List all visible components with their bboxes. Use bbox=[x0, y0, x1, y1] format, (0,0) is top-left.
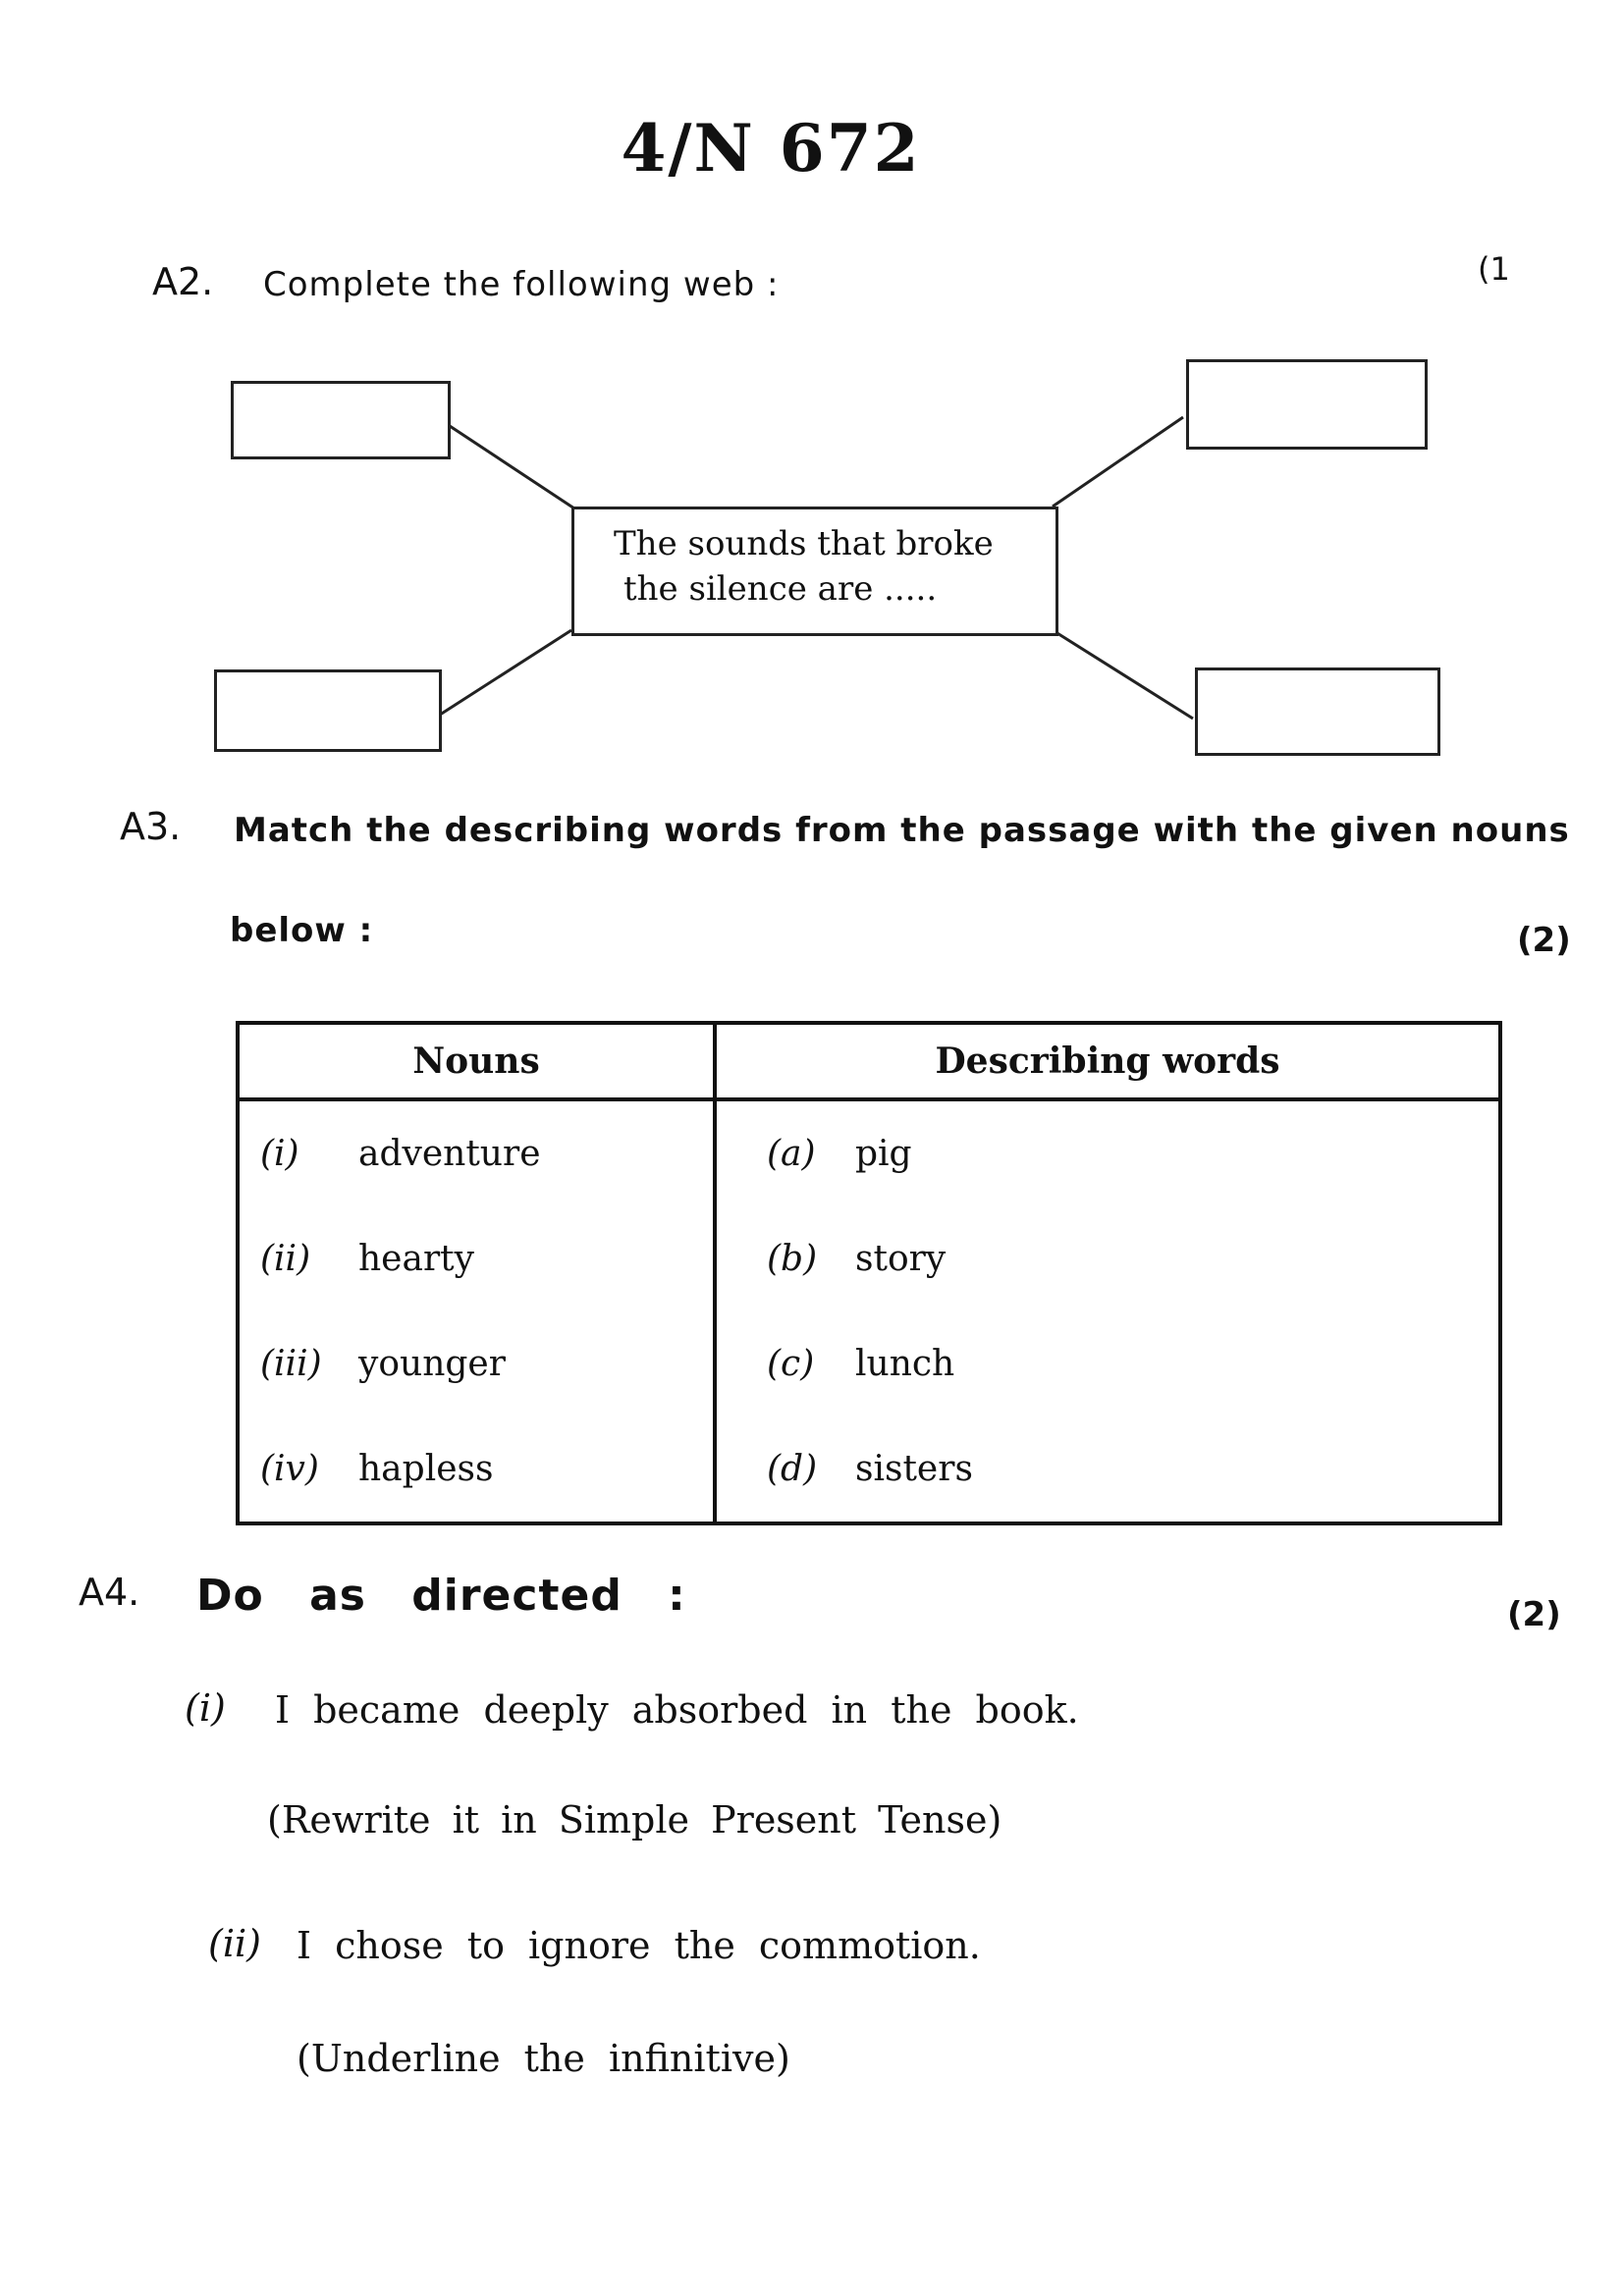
word-label: (b) bbox=[767, 1239, 818, 1279]
a4-instruction: Do as directed : bbox=[196, 1571, 686, 1621]
web-center-line2: the silence are ..... bbox=[623, 569, 938, 609]
a2-number: A2. bbox=[152, 260, 214, 303]
word-text: story bbox=[855, 1239, 947, 1279]
web-center-box bbox=[571, 507, 1058, 636]
noun-text: hapless bbox=[358, 1449, 494, 1489]
corner-mark: (1 bbox=[1478, 250, 1510, 288]
header-describing-words: Describing words bbox=[715, 1023, 1500, 1099]
a2-instruction: Complete the following web : bbox=[263, 265, 780, 304]
web-center-line1: The sounds that broke bbox=[614, 524, 994, 563]
noun-number: (ii) bbox=[260, 1239, 311, 1279]
web-blank-box-bottom-left[interactable] bbox=[214, 669, 442, 752]
a3-instruction-line2: below : bbox=[230, 911, 374, 950]
noun-text: younger bbox=[358, 1344, 506, 1384]
a4-number: A4. bbox=[79, 1571, 140, 1614]
word-label: (c) bbox=[767, 1344, 815, 1384]
a4-item1-direction: (Rewrite it in Simple Present Tense) bbox=[267, 1798, 1002, 1842]
word-label: (a) bbox=[767, 1134, 816, 1174]
noun-number: (iii) bbox=[260, 1344, 322, 1384]
a3-marks: (2) bbox=[1517, 921, 1571, 960]
noun-number: (iv) bbox=[260, 1449, 319, 1489]
web-blank-box-bottom-right[interactable] bbox=[1195, 667, 1440, 756]
a3-instruction-line1: Match the describing words from the passage with the given nouns bbox=[234, 811, 1570, 850]
web-blank-box-top-right[interactable] bbox=[1186, 359, 1428, 450]
a4-item2-sentence: I chose to ignore the commotion. bbox=[297, 1924, 981, 1967]
noun-text: hearty bbox=[358, 1239, 474, 1279]
web-blank-box-top-left[interactable] bbox=[231, 381, 451, 459]
a3-number: A3. bbox=[120, 805, 182, 848]
word-text: lunch bbox=[855, 1344, 955, 1384]
word-label: (d) bbox=[767, 1449, 818, 1489]
word-text: sisters bbox=[855, 1449, 973, 1489]
a4-item1-sentence: I became deeply absorbed in the book. bbox=[275, 1688, 1079, 1732]
word-text: pig bbox=[855, 1134, 912, 1174]
a4-marks: (2) bbox=[1507, 1595, 1561, 1634]
table-row bbox=[238, 1206, 1500, 1311]
matching-table bbox=[236, 1021, 1502, 1525]
a4-item2-number: (ii) bbox=[208, 1922, 261, 1965]
table-row bbox=[238, 1099, 1500, 1206]
noun-text: adventure bbox=[358, 1134, 541, 1174]
table-row bbox=[238, 1311, 1500, 1416]
header-nouns: Nouns bbox=[238, 1023, 715, 1099]
noun-number: (i) bbox=[260, 1134, 299, 1174]
a4-item2-direction: (Underline the infinitive) bbox=[297, 2037, 790, 2080]
paper-code: 4/N 672 bbox=[621, 110, 921, 187]
a4-item1-number: (i) bbox=[185, 1686, 226, 1730]
table-row bbox=[238, 1416, 1500, 1523]
